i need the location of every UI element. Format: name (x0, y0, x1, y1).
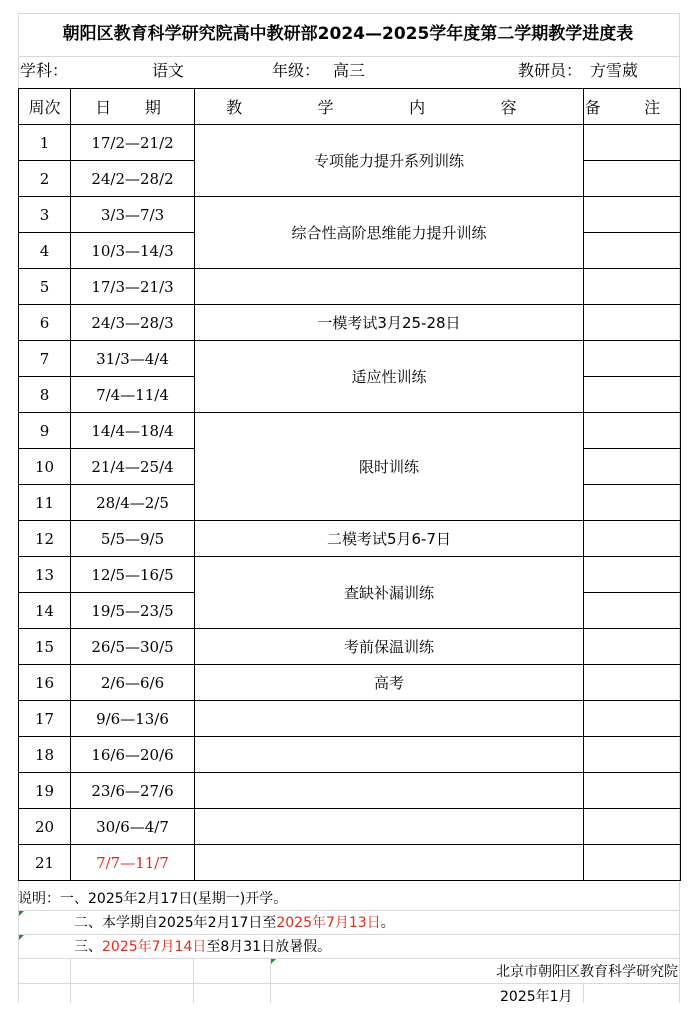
date-cell: 14/4—18/4 (71, 413, 195, 449)
table-row (19, 305, 681, 341)
date-cell: 10/3—14/3 (71, 233, 195, 269)
table-row (19, 521, 681, 557)
content-cell (195, 701, 584, 737)
week-cell: 18 (19, 737, 71, 773)
remark-cell (584, 809, 681, 845)
table-row (19, 629, 681, 665)
date-cell: 19/5—23/5 (71, 593, 195, 629)
date-cell: 2/6—6/6 (71, 665, 195, 701)
content-cell: 二模考试5月6-7日 (195, 521, 584, 557)
gridline (18, 958, 680, 959)
gridline (270, 958, 271, 1003)
week-cell: 14 (19, 593, 71, 629)
content-cell (195, 737, 584, 773)
content-cell: 考前保温训练 (195, 629, 584, 665)
note-line-3 (74, 936, 331, 958)
note-2-text: 二、本学期自2025年2月17日至 (74, 915, 277, 931)
week-cell: 11 (19, 485, 71, 521)
note-3-text: 三、 (74, 939, 102, 955)
content-cell (195, 269, 584, 305)
remark-cell (584, 197, 681, 233)
content-cell: 限时训练 (195, 413, 584, 521)
week-cell: 7 (19, 341, 71, 377)
footer-date: 2025年1月 (500, 989, 573, 1005)
date-cell: 31/3—4/4 (71, 341, 195, 377)
date-cell: 12/5—16/5 (71, 557, 195, 593)
remark-cell (584, 449, 681, 485)
date-cell: 24/3—28/3 (71, 305, 195, 341)
date-cell: 21/4—25/4 (71, 449, 195, 485)
week-cell: 20 (19, 809, 71, 845)
table-row (19, 557, 681, 593)
remark-cell (584, 305, 681, 341)
remark-cell (584, 269, 681, 305)
cell-marker-icon (271, 959, 276, 964)
table-row (19, 413, 681, 449)
date-cell-highlighted: 7/7—11/7 (71, 845, 195, 881)
header-date: 日 期 (71, 89, 195, 125)
week-cell: 8 (19, 377, 71, 413)
note-prefix: 说明： (18, 891, 60, 907)
cell-marker-icon (19, 935, 24, 940)
table-row (19, 809, 681, 845)
date-cell: 23/6—27/6 (71, 773, 195, 809)
note-1-text: 一、2025年2月17日(星期一)开学。 (60, 891, 288, 907)
week-cell: 19 (19, 773, 71, 809)
remark-cell (584, 845, 681, 881)
content-cell (195, 809, 584, 845)
remark-cell (584, 233, 681, 269)
week-cell: 13 (19, 557, 71, 593)
content-cell: 适应性训练 (195, 341, 584, 413)
date-cell: 16/6—20/6 (71, 737, 195, 773)
gridline (193, 958, 194, 1003)
date-cell: 24/2—28/2 (71, 161, 195, 197)
gridline (18, 934, 680, 935)
date-cell: 3/3—7/3 (71, 197, 195, 233)
remark-cell (584, 413, 681, 449)
gridline (18, 983, 680, 984)
week-cell: 6 (19, 305, 71, 341)
content-cell: 一模考试3月25-28日 (195, 305, 584, 341)
table-header-row (19, 89, 681, 125)
note-2-highlight: 2025年7月13日 (276, 915, 381, 931)
cell-marker-icon (19, 911, 24, 916)
week-cell: 4 (19, 233, 71, 269)
table-row (19, 341, 681, 377)
week-cell: 10 (19, 449, 71, 485)
week-cell: 15 (19, 629, 71, 665)
remark-cell (584, 629, 681, 665)
researcher-value: 方雪葳 (590, 61, 639, 80)
researcher-label: 教研员： (518, 61, 583, 80)
gridline (583, 983, 584, 1003)
date-cell: 17/3—21/3 (71, 269, 195, 305)
note-3-highlight: 2025年7月14日 (102, 939, 207, 955)
week-cell: 2 (19, 161, 71, 197)
date-cell: 26/5—30/5 (71, 629, 195, 665)
week-cell: 17 (19, 701, 71, 737)
remark-cell (584, 125, 681, 161)
remark-cell (584, 485, 681, 521)
header-week: 周次 (19, 89, 71, 125)
remark-cell (584, 377, 681, 413)
week-cell: 3 (19, 197, 71, 233)
remark-cell (584, 521, 681, 557)
remark-cell (584, 665, 681, 701)
footer-org: 北京市朝阳区教育科学研究院 (496, 964, 678, 980)
week-cell: 1 (19, 125, 71, 161)
remark-cell (584, 773, 681, 809)
content-cell: 高考 (195, 665, 584, 701)
content-cell: 专项能力提升系列训练 (195, 125, 584, 197)
date-cell: 30/6—4/7 (71, 809, 195, 845)
date-cell: 28/4—2/5 (71, 485, 195, 521)
content-cell (195, 845, 584, 881)
content-cell: 查缺补漏训练 (195, 557, 584, 629)
week-cell: 9 (19, 413, 71, 449)
remark-cell (584, 557, 681, 593)
week-cell: 21 (19, 845, 71, 881)
table-row (19, 197, 681, 233)
table-row (19, 845, 681, 881)
date-cell: 5/5—9/5 (71, 521, 195, 557)
table-row (19, 125, 681, 161)
date-cell: 9/6—13/6 (71, 701, 195, 737)
table-row (19, 701, 681, 737)
gridline (18, 910, 680, 911)
table-row (19, 665, 681, 701)
note-line-2 (74, 912, 395, 934)
table-row (19, 269, 681, 305)
header-remark: 备 注 (584, 89, 681, 125)
remark-cell (584, 701, 681, 737)
note-2-end: 。 (380, 915, 395, 931)
table-row (19, 737, 681, 773)
table-row (19, 773, 681, 809)
content-cell (195, 773, 584, 809)
subject-label: 学科： (20, 61, 69, 80)
gridline (70, 958, 71, 1003)
remark-cell (584, 737, 681, 773)
note-3-end: 至8月31日放暑假。 (206, 939, 332, 955)
remark-cell (584, 341, 681, 377)
page-title: 朝阳区教育科学研究院高中教研部2024—2025学年度第二学期教学进度表 (62, 24, 634, 44)
date-cell: 7/4—11/4 (71, 377, 195, 413)
week-cell: 5 (19, 269, 71, 305)
content-cell: 综合性高阶思维能力提升训练 (195, 197, 584, 269)
gridline (18, 56, 680, 57)
grade-label: 年级： (272, 61, 321, 80)
remark-cell (584, 161, 681, 197)
header-content: 教 学 内 容 (195, 89, 584, 125)
remark-cell (584, 593, 681, 629)
note-line-1 (18, 888, 287, 910)
week-cell: 16 (19, 665, 71, 701)
schedule-table (18, 88, 681, 881)
grade-value: 高三 (333, 61, 366, 80)
subject-value: 语文 (152, 61, 185, 80)
week-cell: 12 (19, 521, 71, 557)
date-cell: 17/2—21/2 (71, 125, 195, 161)
